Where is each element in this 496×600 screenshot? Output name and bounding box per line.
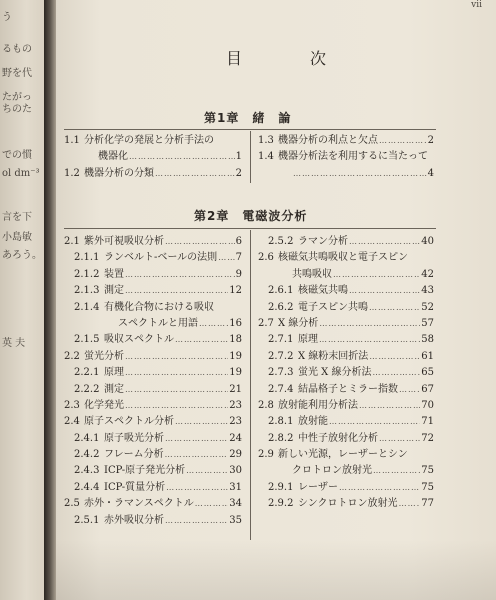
toc-section-title: 赤外吸収分析 xyxy=(104,514,164,526)
toc-section-number: 2.3 xyxy=(64,399,80,411)
chapter-2-left-column xyxy=(64,234,242,529)
toc-page-number: 16 xyxy=(229,317,242,329)
facing-page-fragment: 野を代 xyxy=(2,68,32,79)
toc-entry[interactable] xyxy=(258,496,434,512)
chapter-1-column-divider xyxy=(250,131,251,183)
toc-entry[interactable] xyxy=(258,349,434,365)
toc-leader-dots xyxy=(165,431,228,447)
toc-entry[interactable] xyxy=(64,166,242,182)
toc-leader-dots xyxy=(333,267,420,283)
toc-page-number: 18 xyxy=(229,334,242,346)
toc-section-title: 機器分析法を利用するに当たって xyxy=(278,151,428,163)
toc-leader-dots xyxy=(199,316,228,332)
toc-section-number: 2.2.1 xyxy=(74,367,100,379)
toc-section-title: 原理 xyxy=(104,367,124,379)
toc-entry[interactable] xyxy=(64,496,242,512)
toc-leader-dots xyxy=(329,414,420,430)
toc-page-number: 9 xyxy=(235,268,242,280)
toc-section-title: ラマン分析 xyxy=(298,236,348,247)
toc-section-title: 中性子放射化分析 xyxy=(298,432,378,444)
toc-section-number: 2.2 xyxy=(64,350,80,362)
toc-section-number: 2.9.2 xyxy=(268,498,294,510)
toc-section-title: 機器分析の利点と欠点 xyxy=(278,135,378,146)
toc-page-number: 21 xyxy=(229,383,242,395)
toc-page-number: 35 xyxy=(229,514,242,526)
toc-leader-dots xyxy=(359,398,420,414)
facing-page-fragment: 英 夫 xyxy=(2,338,26,349)
toc-section-title: 蛍光分析 xyxy=(84,350,124,362)
toc-entry[interactable] xyxy=(258,480,434,496)
toc-section-title-continued: 機器化 xyxy=(98,151,128,163)
toc-section-title: 紫外可視吸収分析 xyxy=(84,236,164,247)
toc-leader-dots xyxy=(129,149,235,165)
toc-page-number: 70 xyxy=(421,399,434,411)
toc-leader-dots xyxy=(319,316,420,332)
toc-section-number: 2.8 xyxy=(258,399,274,411)
toc-page-number: 30 xyxy=(229,465,242,477)
chapter-1-left-column xyxy=(64,133,242,182)
page-title: 目 次 xyxy=(226,49,353,68)
toc-page-number: 67 xyxy=(421,383,434,395)
toc-section-title: 測定 xyxy=(104,383,124,395)
toc-leader-dots xyxy=(175,414,228,430)
toc-section-number: 1.2 xyxy=(64,167,80,179)
chapter-1-rule xyxy=(64,129,436,130)
facing-page-strip xyxy=(0,0,44,600)
toc-section-title: X 線分析 xyxy=(278,317,319,329)
toc-entry[interactable] xyxy=(64,365,242,381)
toc-leader-dots xyxy=(166,480,228,496)
toc-page-number: 23 xyxy=(229,399,242,411)
toc-page-number: 2 xyxy=(235,167,242,179)
toc-section-number: 2.8.1 xyxy=(268,416,294,428)
toc-section-number: 2.4.4 xyxy=(74,481,100,493)
facing-page-fragment: ちのた xyxy=(2,104,32,115)
toc-section-number: 2.1.2 xyxy=(74,268,100,280)
toc-section-number: 2.9 xyxy=(258,449,274,461)
toc-page-number: 58 xyxy=(421,334,434,346)
toc-entry[interactable] xyxy=(258,234,434,250)
facing-page-fragment: ol dm⁻³ xyxy=(2,168,40,179)
toc-leader-dots xyxy=(125,398,228,414)
toc-section-title: 核磁気共鳴 xyxy=(298,285,348,297)
toc-section-number: 1.3 xyxy=(258,135,274,146)
toc-leader-dots xyxy=(379,133,427,149)
toc-page-number: 12 xyxy=(229,285,242,297)
toc-entry[interactable] xyxy=(258,332,434,348)
toc-entry[interactable] xyxy=(64,300,242,316)
toc-leader-dots xyxy=(349,283,420,299)
toc-section-title: 化学発光 xyxy=(84,399,124,411)
toc-section-title: 放射能利用分析法 xyxy=(278,399,358,411)
toc-leader-dots xyxy=(125,365,228,381)
toc-leader-dots xyxy=(125,283,228,299)
toc-entry[interactable] xyxy=(64,234,242,250)
toc-section-number: 2.4 xyxy=(64,416,80,428)
toc-page-number: 52 xyxy=(421,301,434,313)
toc-section-title: シンクロトロン放射光 xyxy=(298,498,398,510)
facing-page-fragment: たがっ xyxy=(2,92,32,103)
toc-section-number: 2.5.2 xyxy=(268,236,294,247)
toc-page-number: 24 xyxy=(229,432,242,444)
toc-section-number: 2.7.1 xyxy=(268,334,294,346)
toc-entry[interactable] xyxy=(64,283,242,299)
toc-entry[interactable] xyxy=(64,480,242,496)
toc-leader-dots xyxy=(125,349,228,365)
toc-page-number: 19 xyxy=(229,350,242,362)
toc-section-title: 原子スペクトル分析 xyxy=(84,416,174,428)
toc-section-number: 2.1.1 xyxy=(74,252,100,264)
toc-entry-continuation[interactable] xyxy=(64,149,242,165)
toc-entry[interactable] xyxy=(258,316,434,332)
facing-page-fragment: う xyxy=(2,12,12,23)
toc-leader-dots xyxy=(339,480,420,496)
toc-entry[interactable] xyxy=(258,431,434,447)
toc-page-number: 4 xyxy=(427,167,434,179)
toc-leader-dots xyxy=(218,250,234,266)
toc-leader-dots xyxy=(186,463,228,479)
toc-page-number: 7 xyxy=(235,252,242,264)
toc-entry[interactable] xyxy=(258,365,434,381)
toc-section-number: 2.5 xyxy=(64,498,80,510)
toc-section-number: 2.1.4 xyxy=(74,301,100,313)
toc-leader-dots xyxy=(369,349,420,365)
toc-page xyxy=(56,0,496,600)
toc-section-title: フレーム分析 xyxy=(104,449,164,461)
toc-entry[interactable] xyxy=(64,250,242,266)
toc-leader-dots xyxy=(349,234,420,250)
toc-section-number: 2.1.3 xyxy=(74,285,100,297)
toc-page-number: 77 xyxy=(421,498,434,510)
toc-entry-continuation[interactable] xyxy=(258,166,434,182)
toc-leader-dots xyxy=(175,332,228,348)
toc-section-number: 2.6 xyxy=(258,252,274,264)
toc-entry[interactable] xyxy=(64,414,242,430)
toc-section-number: 2.7.3 xyxy=(268,367,294,379)
toc-section-title-continued: スペクトルと用語 xyxy=(118,317,198,329)
toc-entry[interactable] xyxy=(258,250,434,266)
toc-entry[interactable] xyxy=(258,300,434,316)
toc-section-title: 吸収スペクトル xyxy=(104,334,174,346)
toc-section-title: 分析化学の発展と分析手法の xyxy=(84,135,214,146)
facing-page-fragment: 言を下 xyxy=(2,212,32,223)
toc-entry[interactable] xyxy=(64,447,242,463)
chapter-2-right-column xyxy=(258,234,434,513)
toc-page-number: 42 xyxy=(421,268,434,280)
toc-entry[interactable] xyxy=(258,133,434,149)
toc-section-number: 2.9.1 xyxy=(268,481,294,493)
facing-page-fragment: 小島敏 xyxy=(2,232,32,243)
toc-entry[interactable] xyxy=(64,431,242,447)
toc-entry[interactable] xyxy=(64,382,242,398)
toc-entry[interactable] xyxy=(258,414,434,430)
page-shadow xyxy=(56,540,496,600)
toc-leader-dots xyxy=(319,332,420,348)
toc-leader-dots xyxy=(373,463,420,479)
toc-section-number: 2.5.1 xyxy=(74,514,100,526)
toc-page-number: 57 xyxy=(421,317,434,329)
toc-section-title: 機器分析の分類 xyxy=(84,167,154,179)
toc-section-title: 原理 xyxy=(298,334,318,346)
toc-section-title: 蛍光 X 線分析法 xyxy=(298,367,372,379)
toc-section-number: 1.1 xyxy=(64,135,80,146)
toc-section-number: 2.8.2 xyxy=(268,432,294,444)
chapter-2-heading: 第2章 電磁波分析 xyxy=(194,209,308,223)
toc-leader-dots xyxy=(195,496,229,512)
toc-entry-continuation[interactable] xyxy=(258,267,434,283)
toc-section-number: 2.1 xyxy=(64,236,80,247)
toc-section-title: ICP-原子発光分析 xyxy=(104,465,186,477)
toc-entry[interactable] xyxy=(64,513,242,529)
toc-section-number: 2.4.3 xyxy=(74,465,100,477)
toc-section-number: 1.4 xyxy=(258,151,274,163)
toc-section-title: レーザー xyxy=(298,481,338,493)
toc-section-title: X 線粉末回折法 xyxy=(298,350,369,362)
toc-page-number: 75 xyxy=(421,481,434,493)
toc-leader-dots xyxy=(125,382,228,398)
toc-entry[interactable] xyxy=(258,382,434,398)
toc-page-number: 34 xyxy=(229,498,242,510)
chapter-2-rule xyxy=(64,228,436,229)
book-gutter xyxy=(44,0,56,600)
toc-entry-continuation[interactable] xyxy=(64,316,242,332)
page-number: vii xyxy=(471,0,482,10)
toc-section-title: 測定 xyxy=(104,285,124,297)
toc-entry[interactable] xyxy=(258,283,434,299)
toc-entry[interactable] xyxy=(64,463,242,479)
toc-page-number: 31 xyxy=(229,481,242,493)
toc-section-number: 2.2.2 xyxy=(74,383,100,395)
toc-section-title-continued: 共鳴吸収 xyxy=(292,268,332,280)
toc-page-number: 40 xyxy=(421,236,434,247)
toc-section-title: 結晶格子とミラー指数 xyxy=(298,383,398,395)
toc-entry[interactable] xyxy=(64,332,242,348)
toc-page-number: 72 xyxy=(421,432,434,444)
facing-page-fragment: あろう。 xyxy=(2,250,42,261)
toc-section-number: 2.7.4 xyxy=(268,383,294,395)
toc-leader-dots xyxy=(399,496,421,512)
toc-page-number: 65 xyxy=(421,367,434,379)
toc-leader-dots xyxy=(399,382,420,398)
chapter-1-right-column xyxy=(258,133,434,182)
toc-page-number: 23 xyxy=(229,416,242,428)
toc-leader-dots xyxy=(165,447,229,463)
toc-section-title: 有機化合物における吸収 xyxy=(104,301,214,313)
toc-leader-dots xyxy=(369,300,420,316)
facing-page-fragment: るもの xyxy=(2,44,32,55)
toc-leader-dots xyxy=(372,365,420,381)
toc-page-number: 43 xyxy=(421,285,434,297)
toc-entry[interactable] xyxy=(64,349,242,365)
toc-section-number: 2.1.5 xyxy=(74,334,100,346)
toc-entry[interactable] xyxy=(258,398,434,414)
toc-entry[interactable] xyxy=(64,133,242,149)
toc-leader-dots xyxy=(165,513,228,529)
toc-section-number: 2.6.1 xyxy=(268,285,294,297)
toc-section-title: ランベルト-ベールの法則 xyxy=(104,252,218,264)
toc-leader-dots xyxy=(125,267,235,283)
facing-page-fragment: での慣 xyxy=(2,150,32,161)
toc-section-title: ICP-質量分析 xyxy=(104,481,166,493)
toc-leader-dots xyxy=(379,431,420,447)
toc-section-number: 2.7.2 xyxy=(268,350,294,362)
toc-section-title: 原子吸光分析 xyxy=(104,432,164,444)
toc-entry[interactable] xyxy=(258,447,434,463)
toc-page-number: 6 xyxy=(235,236,242,247)
chapter-2-column-divider xyxy=(250,230,251,540)
toc-leader-dots xyxy=(293,166,427,182)
toc-section-title: 放射能 xyxy=(298,416,328,428)
toc-section-title-continued: クロトロン放射光 xyxy=(292,465,372,477)
toc-page-number: 61 xyxy=(421,350,434,362)
toc-page-number: 29 xyxy=(229,449,242,461)
toc-entry[interactable] xyxy=(258,149,434,165)
toc-entry[interactable] xyxy=(64,398,242,414)
toc-page-number: 71 xyxy=(421,416,434,428)
toc-section-number: 2.7 xyxy=(258,317,274,329)
toc-page-number: 19 xyxy=(229,367,242,379)
toc-entry[interactable] xyxy=(64,267,242,283)
toc-leader-dots xyxy=(155,166,235,182)
toc-section-title: 赤外・ラマンスペクトル xyxy=(84,498,194,510)
toc-page-number: 2 xyxy=(427,135,434,146)
toc-section-title: 核磁気共鳴吸収と電子スピン xyxy=(278,252,408,264)
toc-page-number: 1 xyxy=(235,151,242,163)
toc-section-number: 2.4.2 xyxy=(74,449,100,461)
toc-leader-dots xyxy=(165,234,235,250)
toc-entry-continuation[interactable] xyxy=(258,463,434,479)
chapter-1-heading: 第1章 緒 論 xyxy=(204,111,292,125)
toc-section-title: 電子スピン共鳴 xyxy=(298,301,368,313)
toc-section-title: 新しい光源，レーザーとシン xyxy=(278,449,408,461)
toc-section-number: 2.4.1 xyxy=(74,432,100,444)
toc-section-title: 装置 xyxy=(104,268,124,280)
toc-page-number: 75 xyxy=(421,465,434,477)
toc-section-number: 2.6.2 xyxy=(268,301,294,313)
